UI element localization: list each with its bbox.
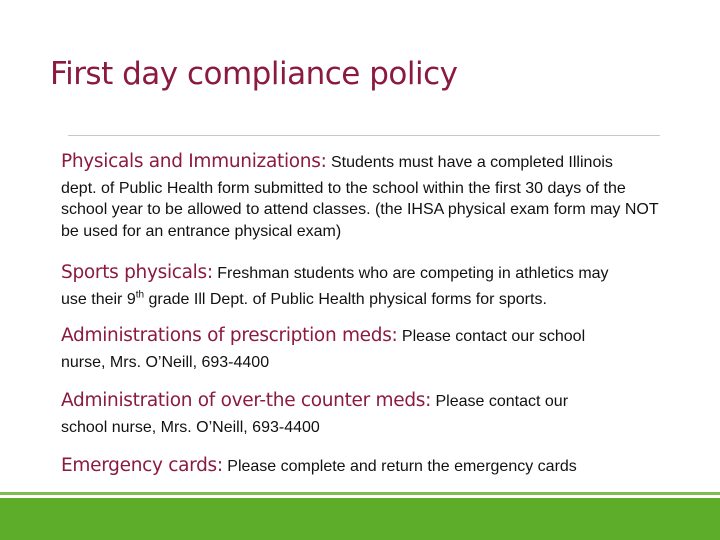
item-lead-text: Freshman students who are competing in athletics may (212, 265, 609, 282)
ordinal-suffix: th (135, 289, 145, 301)
item-lead-line (61, 390, 671, 413)
slide-title: First day compliance policy (50, 56, 458, 92)
item-lead-text: Please contact our (431, 393, 569, 410)
item-body-text: dept. of Public Health form submitted to the school within the first 30 days of the school year to be allowed to attend classes. (the IHSA physical exam form may NOT be used for an entrance physical exam) (61, 179, 659, 240)
item-lead-text: Students must have a completed Illinois (326, 154, 613, 171)
item-heading: Administration of over-the counter meds: (61, 390, 432, 411)
item-lead-text: Please complete and return the emergency cards (222, 458, 577, 475)
item-body-post: grade Ill Dept. of Public Health physical forms for sports. (144, 290, 547, 308)
item-body-text: school nurse, Mrs. O’Neill, 693-4400 (61, 418, 320, 436)
item-lead-line (61, 262, 671, 285)
item-lead-text: Please contact our school (397, 328, 586, 345)
item-body-pre: use their 9 (61, 290, 136, 308)
title-divider (68, 135, 660, 136)
item-heading: Emergency cards: (61, 455, 223, 476)
item-body-text: nurse, Mrs. O’Neill, 693-4400 (61, 353, 270, 371)
policy-item-physicals (61, 151, 671, 242)
item-lead-line (61, 325, 671, 348)
policy-item-prescription-meds (61, 325, 671, 373)
footer-bar (0, 498, 720, 540)
item-lead-line (61, 455, 671, 478)
policy-item-emergency-cards (61, 455, 671, 482)
policy-item-otc-meds (61, 390, 671, 438)
item-body-text (61, 289, 671, 311)
item-heading: Physicals and Immunizations: (61, 151, 327, 172)
item-lead-line (61, 151, 671, 174)
item-heading: Sports physicals: (61, 262, 213, 283)
item-heading: Administrations of prescription meds: (61, 325, 398, 346)
footer-accent-line (0, 492, 720, 495)
policy-item-sports-physicals (61, 262, 671, 310)
